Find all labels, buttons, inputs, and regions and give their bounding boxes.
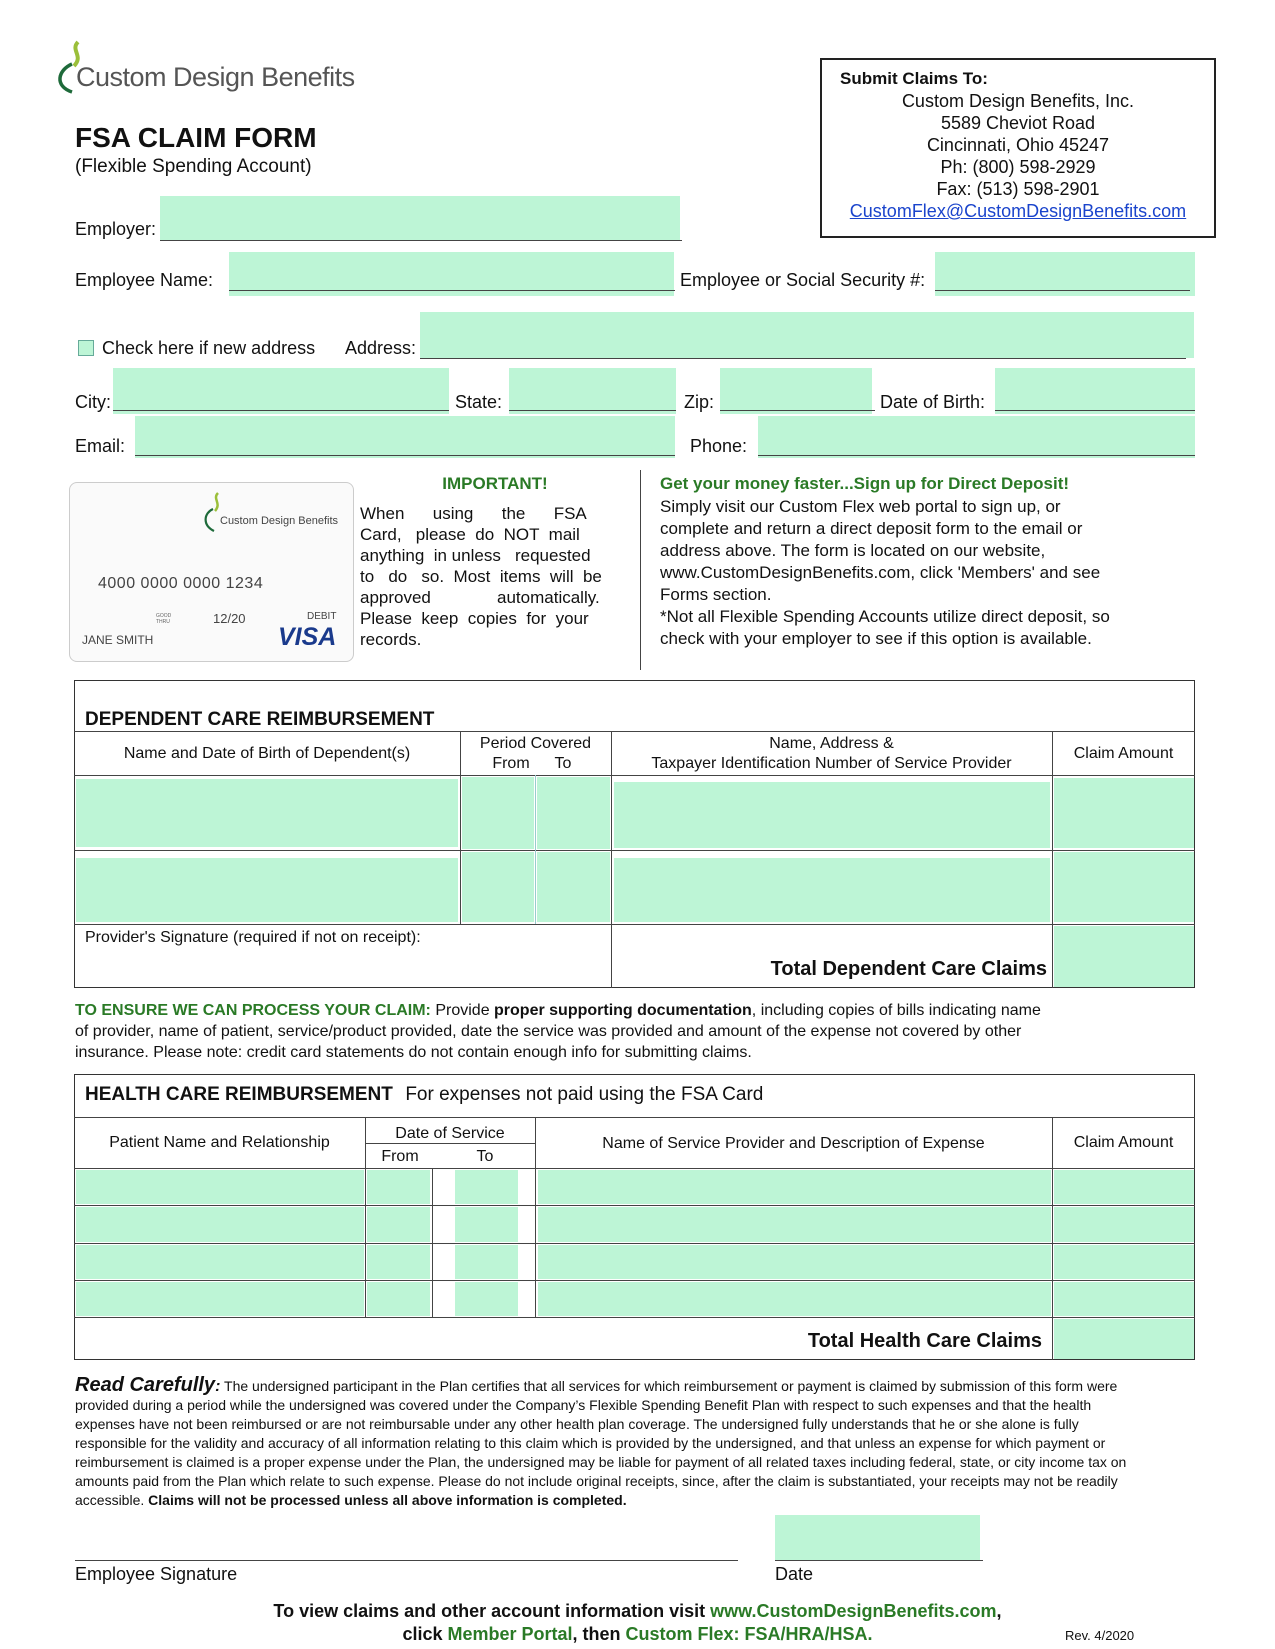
city-label: City:: [75, 392, 111, 412]
hc-row3-from-input[interactable]: [367, 1245, 430, 1279]
hc-row1-patient-input[interactable]: [76, 1170, 364, 1204]
dc-total-input[interactable]: [1054, 926, 1194, 987]
read-carefully-paragraph: Read Carefully: The undersigned participant in the Plan certifies that all services for which reimbursement or payment is claimed by submission of this form were provided during a period while the undersigned was covered under the Company’s Flexible Spending Benefit Plan with respect to such expenses and that the health expenses have not been reimbursed or are not reimbursable under any other health plan coverage. The undersigned fully understands that he or she alone is fully responsible for the validity and accuracy of all information relating to this claim which is provided by the undersigned, and that unless an expense for which payment or reimbursement is claimed is a proper expense under the Plan, the undersigned may be liable for payment of all related taxes including federal, state, or city income tax on amounts paid from the Plan which relate to such expense. Please do not include original receipts, since, after the claim is substantiated, your receipts may not be readily accessible. Claims will not be processed unless all above information is completed.: [75, 1374, 1127, 1508]
employee-signature-label: Employee Signature: [75, 1564, 238, 1584]
hc-col-provider: Name of Service Provider and Description of Expense: [602, 1135, 985, 1152]
dc-col-amount: Claim Amount: [1073, 745, 1174, 762]
phone-input[interactable]: [758, 416, 1195, 458]
card-number: 4000 0000 0000 1234: [98, 575, 264, 592]
address-input[interactable]: [420, 312, 1194, 358]
card-expiry: 12/20: [213, 611, 246, 626]
state-label: State:: [455, 392, 503, 412]
submit-email-link[interactable]: CustomFlex@CustomDesignBenefits.com: [849, 201, 1187, 221]
employee-signature-line[interactable]: [75, 1530, 738, 1561]
card-logo-swirl-icon: [200, 491, 226, 535]
hc-col-date: Date of Service: [395, 1125, 505, 1142]
health-care-title: HEALTH CARE REIMBURSEMENT For expenses not paid using the FSA Card: [85, 1084, 764, 1105]
hc-row4-to-input[interactable]: [455, 1282, 518, 1316]
hc-row4-patient-input[interactable]: [76, 1282, 364, 1316]
submit-street: 5589 Cheviot Road: [940, 113, 1096, 133]
submit-fax: Fax: (513) 598-2901: [936, 179, 1100, 199]
dc-col-provider-line1: Name, Address &: [769, 735, 894, 752]
signature-date-input[interactable]: [775, 1515, 980, 1560]
footer-custom-flex-link[interactable]: Custom Flex: FSA/HRA/HSA.: [625, 1624, 873, 1644]
hc-row3-to-input[interactable]: [455, 1245, 518, 1279]
provider-signature-label: Provider's Signature (required if not on receipt):: [85, 929, 421, 946]
email-input[interactable]: [135, 416, 675, 458]
card-holder-name: JANE SMITH: [82, 633, 154, 647]
ssn-label: Employee or Social Security #:: [680, 270, 926, 290]
dc-row2-provider-input[interactable]: [614, 858, 1050, 922]
submit-company: Custom Design Benefits, Inc.: [901, 91, 1135, 111]
phone-label: Phone:: [690, 436, 748, 456]
submit-heading: Submit Claims To:: [840, 69, 988, 88]
card-good-thru: GOOD THRU: [156, 613, 172, 625]
hc-row3-amount-input[interactable]: [1054, 1245, 1194, 1279]
employee-name-label: Employee Name:: [75, 270, 214, 290]
hc-row2-patient-input[interactable]: [76, 1207, 364, 1242]
dc-row1-from-input[interactable]: [462, 777, 534, 849]
email-label: Email:: [75, 436, 126, 456]
page-subtitle: (Flexible Spending Account): [75, 156, 312, 177]
signature-date-label: Date: [775, 1564, 814, 1584]
employer-label: Employer:: [75, 219, 157, 239]
dc-col-from: From: [492, 755, 530, 772]
provider-signature-field[interactable]: [76, 952, 609, 986]
dob-label: Date of Birth:: [880, 392, 986, 412]
footer-line2: click Member Portal, then Custom Flex: FSA/HRA/HSA.: [402, 1624, 873, 1644]
address-label: Address:: [345, 338, 417, 358]
dc-row2-amount-input[interactable]: [1054, 852, 1194, 922]
info-divider: [640, 470, 641, 670]
card-brand: Custom Design Benefits: [220, 515, 338, 527]
dob-input[interactable]: [995, 368, 1195, 414]
ensure-lead: TO ENSURE WE CAN PROCESS YOUR CLAIM:: [75, 1002, 431, 1019]
dc-col-provider-line2: Taxpayer Identification Number of Service Provider: [651, 755, 1012, 772]
dc-row2-name-input[interactable]: [76, 858, 458, 922]
read-carefully-lead: Read Carefully: [75, 1374, 216, 1396]
submit-city: Cincinnati, Ohio 45247: [926, 135, 1110, 155]
hc-total-label: Total Health Care Claims: [807, 1330, 1042, 1352]
direct-deposit-text: Simply visit our Custom Flex web portal to sign up, or complete and return a direct deposit form to the email or address above. The form is located on our website, www.CustomDesignBenefits.com, click 'Members' and see Forms section. *Not all Flexible Spending Accounts utilize direct deposit, so check with your employer to see if this option is available.: [660, 497, 1110, 648]
dc-row2-to-input[interactable]: [537, 852, 610, 922]
dc-row2-from-input[interactable]: [462, 852, 534, 922]
dc-row1-to-input[interactable]: [537, 777, 610, 849]
dc-col-to: To: [554, 755, 572, 772]
hc-row2-to-input[interactable]: [455, 1207, 518, 1242]
submit-claims-box: [820, 58, 1216, 238]
zip-input[interactable]: [720, 368, 872, 414]
zip-label: Zip:: [684, 392, 715, 412]
hc-col-amount: Claim Amount: [1073, 1134, 1174, 1151]
hc-row2-from-input[interactable]: [367, 1207, 430, 1242]
hc-col-from: From: [381, 1148, 419, 1165]
footer-website-link[interactable]: www.CustomDesignBenefits.com: [710, 1601, 997, 1621]
hc-row1-amount-input[interactable]: [1054, 1170, 1194, 1204]
state-input[interactable]: [509, 368, 676, 414]
new-address-label: Check here if new address: [102, 338, 316, 358]
hc-row3-patient-input[interactable]: [76, 1245, 364, 1279]
ensure-paragraph: TO ENSURE WE CAN PROCESS YOUR CLAIM: Provide proper supporting documentation, including copies of bills indicating name of provider, name of patient, service/product provided, date the service was provided and amount of the expense not covered by other insurance. Please note: credit card statements do not contain enough info for submitting claims.: [75, 1002, 1041, 1061]
dc-total-label: Total Dependent Care Claims: [770, 958, 1047, 980]
revision-label: Rev. 4/2020: [1065, 1628, 1135, 1643]
page-title: FSA CLAIM FORM: [75, 122, 317, 153]
important-heading: IMPORTANT!: [442, 474, 548, 493]
health-care-subtitle: For expenses not paid using the FSA Card: [405, 1084, 764, 1105]
company-logo: [50, 38, 370, 98]
visa-logo-icon: VISA: [278, 623, 337, 651]
hc-row4-from-input[interactable]: [367, 1282, 430, 1316]
city-input[interactable]: [113, 368, 449, 414]
footer-line1: To view claims and other account information visit www.CustomDesignBenefits.com,: [273, 1601, 1002, 1621]
read-carefully-bold-end: Claims will not be processed unless all above information is completed.: [148, 1492, 627, 1508]
hc-row1-to-input[interactable]: [455, 1170, 518, 1204]
dependent-care-title: DEPENDENT CARE REIMBURSEMENT: [85, 709, 435, 730]
dc-row1-provider-input[interactable]: [614, 782, 1050, 848]
employer-input[interactable]: [160, 196, 680, 240]
sample-fsa-card: [69, 482, 354, 662]
dc-col-name: Name and Date of Birth of Dependent(s): [123, 745, 411, 762]
hc-row2-amount-input[interactable]: [1054, 1207, 1194, 1242]
footer-member-portal-link[interactable]: Member Portal: [447, 1624, 573, 1644]
hc-total-input[interactable]: [1054, 1319, 1194, 1359]
submit-phone: Ph: (800) 598-2929: [940, 157, 1096, 177]
important-text: When using the FSA Card, please do NOT mail anything in unless requested to do so. Most items will be approved automatically. Please keep copies for your records.: [360, 504, 602, 649]
hc-row4-amount-input[interactable]: [1054, 1282, 1194, 1316]
dc-col-period: Period Covered: [479, 735, 592, 752]
dc-row1-amount-input[interactable]: [1054, 778, 1194, 848]
new-address-checkbox[interactable]: [78, 340, 94, 356]
hc-row1-from-input[interactable]: [367, 1170, 430, 1204]
hc-col-to: To: [476, 1148, 494, 1165]
dc-row1-name-input[interactable]: [76, 779, 458, 847]
logo-text: Custom Design Benefits: [76, 62, 355, 92]
hc-row3-provider-input[interactable]: [538, 1245, 1051, 1279]
card-debit: DEBIT: [307, 611, 337, 622]
hc-row1-provider-input[interactable]: [538, 1170, 1051, 1204]
hc-row4-provider-input[interactable]: [538, 1282, 1051, 1316]
hc-row2-provider-input[interactable]: [538, 1207, 1051, 1242]
direct-deposit-heading: Get your money faster...Sign up for Direct Deposit!: [660, 474, 1070, 493]
hc-col-patient: Patient Name and Relationship: [109, 1134, 330, 1151]
